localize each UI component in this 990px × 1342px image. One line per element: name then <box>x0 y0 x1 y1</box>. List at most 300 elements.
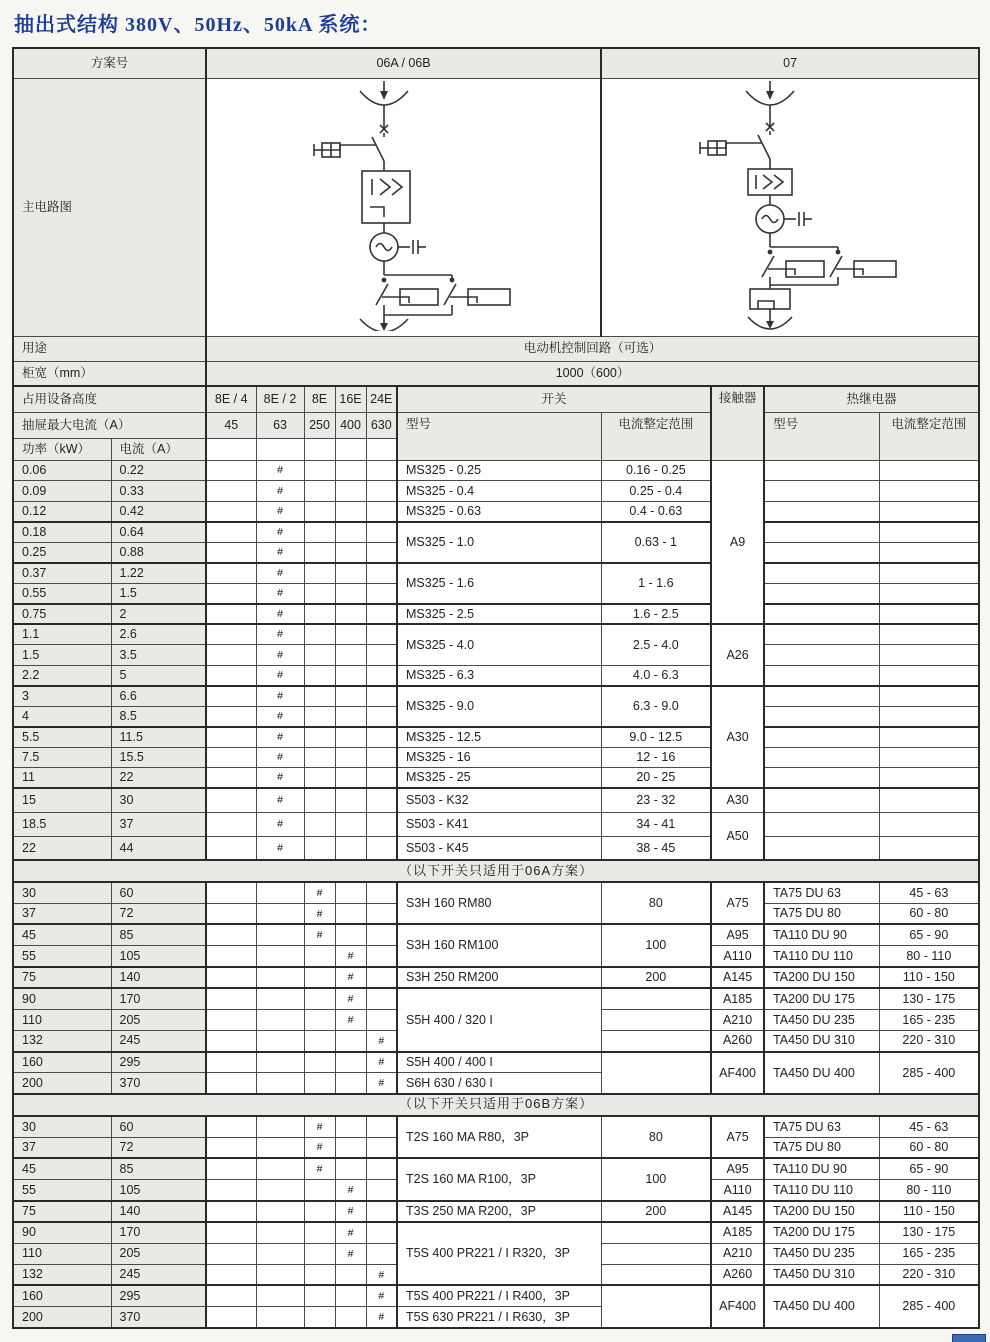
table-cell: 60 - 80 <box>879 1137 979 1158</box>
table-cell <box>304 604 335 625</box>
table-cell: 0.18 <box>13 522 111 543</box>
table-cell: T5S 630 PR221 / I R630，3P <box>397 1307 601 1328</box>
table-cell <box>335 1137 366 1158</box>
table-cell <box>366 624 397 645</box>
table-cell <box>335 438 366 460</box>
table-cell <box>206 665 256 686</box>
table-cell: 16E <box>335 386 366 412</box>
table-cell: 132 <box>13 1264 111 1285</box>
table-cell <box>304 1052 335 1073</box>
table-cell: # <box>256 645 304 666</box>
table-cell <box>256 903 304 924</box>
table-cell: TA450 DU 310 <box>764 1030 879 1051</box>
usage-label: 用途 <box>13 336 206 361</box>
table-cell <box>256 1201 304 1222</box>
table-cell: MS325 - 0.63 <box>397 501 601 522</box>
table-cell: # <box>256 706 304 727</box>
table-cell: 105 <box>111 1179 206 1200</box>
table-cell <box>335 1030 366 1051</box>
table-cell <box>335 460 366 481</box>
table-cell <box>335 1116 366 1137</box>
table-cell <box>601 1052 711 1094</box>
table-cell: 24E <box>366 386 397 412</box>
table-cell <box>304 481 335 502</box>
table-cell: 132 <box>13 1030 111 1051</box>
table-cell: # <box>256 747 304 768</box>
table-cell: 75 <box>13 1201 111 1222</box>
table-cell: A30 <box>711 686 764 789</box>
table-cell <box>206 542 256 563</box>
table-cell <box>366 686 397 707</box>
table-cell: 37 <box>13 903 111 924</box>
table-cell: 370 <box>111 1073 206 1094</box>
table-cell <box>304 727 335 748</box>
table-cell <box>256 1158 304 1179</box>
table-cell: # <box>256 788 304 812</box>
table-cell <box>879 501 979 522</box>
table-cell: 3 <box>13 686 111 707</box>
table-cell <box>256 1264 304 1285</box>
table-cell <box>304 946 335 967</box>
table-cell: 6.6 <box>111 686 206 707</box>
table-cell: 55 <box>13 946 111 967</box>
table-cell <box>366 665 397 686</box>
table-cell: 60 <box>111 1116 206 1137</box>
table-cell: TA450 DU 400 <box>764 1285 879 1327</box>
table-cell <box>206 1137 256 1158</box>
table-cell: 0.22 <box>111 460 206 481</box>
table-cell <box>256 882 304 903</box>
table-cell: 34 - 41 <box>601 812 711 836</box>
table-cell <box>366 1179 397 1200</box>
table-cell: S5H 400 / 320 I <box>397 988 601 1052</box>
table-cell <box>879 624 979 645</box>
table-cell: 250 <box>304 412 335 438</box>
table-cell: S503 - K32 <box>397 788 601 812</box>
table-cell <box>206 967 256 988</box>
table-cell <box>304 1009 335 1030</box>
table-cell <box>366 812 397 836</box>
table-cell <box>879 604 979 625</box>
table-cell: 6.3 - 9.0 <box>601 686 711 727</box>
table-cell <box>366 645 397 666</box>
table-cell: 295 <box>111 1052 206 1073</box>
table-cell <box>256 1243 304 1264</box>
table-cell <box>256 1222 304 1243</box>
table-cell: 105 <box>111 946 206 967</box>
table-cell <box>764 727 879 748</box>
table-cell: TA75 DU 80 <box>764 1137 879 1158</box>
table-cell <box>206 1073 256 1094</box>
table-cell <box>206 1052 256 1073</box>
table-cell: MS325 - 1.0 <box>397 522 601 563</box>
table-cell <box>206 1009 256 1030</box>
table-cell: TA200 DU 150 <box>764 967 879 988</box>
table-cell: # <box>256 812 304 836</box>
table-cell: 130 - 175 <box>879 1222 979 1243</box>
table-cell: 295 <box>111 1285 206 1306</box>
table-cell <box>335 542 366 563</box>
table-cell: 80 <box>601 882 711 924</box>
table-cell: 220 - 310 <box>879 1264 979 1285</box>
table-cell: MS325 - 0.25 <box>397 460 601 481</box>
scheme-07-header: 07 <box>601 48 979 78</box>
table-cell <box>256 967 304 988</box>
table-cell <box>304 1030 335 1051</box>
table-cell: 8E / 2 <box>256 386 304 412</box>
table-cell <box>304 747 335 768</box>
table-cell <box>335 1052 366 1073</box>
table-cell <box>879 665 979 686</box>
table-cell: # <box>256 686 304 707</box>
switch-header: 开关 <box>397 386 711 412</box>
table-cell: TA75 DU 63 <box>764 882 879 903</box>
table-cell <box>366 583 397 604</box>
table-cell <box>879 645 979 666</box>
table-cell <box>366 768 397 789</box>
table-cell <box>206 788 256 812</box>
table-cell <box>335 1285 366 1306</box>
table-cell <box>206 1201 256 1222</box>
table-cell <box>879 812 979 836</box>
table-cell: 1.5 <box>13 645 111 666</box>
table-cell <box>256 1137 304 1158</box>
table-cell: 245 <box>111 1264 206 1285</box>
table-cell <box>879 768 979 789</box>
table-cell: # <box>256 727 304 748</box>
table-cell <box>764 706 879 727</box>
main-circuit-label: 主电路图 <box>13 78 206 336</box>
contactor-header: 接触器 <box>711 386 764 460</box>
table-cell: 60 - 80 <box>879 903 979 924</box>
table-cell: # <box>335 988 366 1009</box>
table-cell: 0.63 - 1 <box>601 522 711 563</box>
table-cell <box>366 747 397 768</box>
table-cell <box>256 924 304 945</box>
table-cell <box>764 583 879 604</box>
table-cell: 0.06 <box>13 460 111 481</box>
table-cell: 140 <box>111 1201 206 1222</box>
table-cell: # <box>335 1222 366 1243</box>
table-cell: 37 <box>13 1137 111 1158</box>
table-cell <box>366 1243 397 1264</box>
table-cell: # <box>304 882 335 903</box>
table-cell: MS325 - 2.5 <box>397 604 601 625</box>
table-cell: AF400 <box>711 1285 764 1327</box>
table-cell <box>366 788 397 812</box>
table-cell <box>879 563 979 584</box>
table-cell: 205 <box>111 1009 206 1030</box>
table-cell: T2S 160 MA R80，3P <box>397 1116 601 1158</box>
table-cell <box>366 501 397 522</box>
table-cell <box>304 1285 335 1306</box>
table-cell: 200 <box>601 967 711 988</box>
table-cell: 110 - 150 <box>879 967 979 988</box>
table-cell: 1.5 <box>111 583 206 604</box>
diagram-cell-06 <box>206 78 601 336</box>
table-cell <box>879 706 979 727</box>
table-cell <box>366 438 397 460</box>
table-cell: MS325 - 6.3 <box>397 665 601 686</box>
table-cell <box>206 946 256 967</box>
table-cell: 90 <box>13 988 111 1009</box>
table-cell <box>206 1307 256 1328</box>
table-cell <box>764 624 879 645</box>
table-cell: 0.25 - 0.4 <box>601 481 711 502</box>
table-cell <box>335 604 366 625</box>
table-cell: 65 - 90 <box>879 924 979 945</box>
table-cell <box>256 438 304 460</box>
table-cell: TA110 DU 110 <box>764 946 879 967</box>
table-cell: 85 <box>111 924 206 945</box>
scheme-number-label: 方案号 <box>13 48 206 78</box>
table-cell: 2.6 <box>111 624 206 645</box>
switch-range-header: 电流整定范围 <box>601 412 711 460</box>
table-cell <box>335 665 366 686</box>
table-cell <box>366 522 397 543</box>
table-cell: A260 <box>711 1030 764 1051</box>
table-cell <box>335 645 366 666</box>
table-cell <box>206 1030 256 1051</box>
table-cell <box>256 1009 304 1030</box>
table-cell: 15.5 <box>111 747 206 768</box>
table-cell <box>206 768 256 789</box>
table-cell <box>366 1222 397 1243</box>
table-cell: TA450 DU 235 <box>764 1243 879 1264</box>
table-cell: 75 <box>13 967 111 988</box>
table-cell: 45 <box>206 412 256 438</box>
table-cell: 30 <box>13 882 111 903</box>
table-cell: 285 - 400 <box>879 1285 979 1327</box>
table-cell: # <box>256 522 304 543</box>
table-cell <box>304 522 335 543</box>
footer-page-marker <box>952 1334 986 1342</box>
table-cell <box>304 686 335 707</box>
table-cell: # <box>256 501 304 522</box>
table-cell: # <box>304 1158 335 1179</box>
table-cell: 3.5 <box>111 645 206 666</box>
table-cell: # <box>366 1052 397 1073</box>
table-cell: # <box>335 1179 366 1200</box>
table-cell: # <box>366 1285 397 1306</box>
table-cell <box>206 747 256 768</box>
table-cell: 0.33 <box>111 481 206 502</box>
table-cell: 165 - 235 <box>879 1009 979 1030</box>
table-cell <box>764 812 879 836</box>
table-cell: 80 <box>601 1116 711 1158</box>
table-cell: 160 <box>13 1285 111 1306</box>
table-cell: 80 - 110 <box>879 1179 979 1200</box>
table-cell: MS325 - 9.0 <box>397 686 601 727</box>
table-cell: 20 - 25 <box>601 768 711 789</box>
table-cell: 45 - 63 <box>879 1116 979 1137</box>
table-cell <box>764 542 879 563</box>
table-cell <box>304 583 335 604</box>
table-cell: # <box>256 563 304 584</box>
relay-range-header: 电流整定范围 <box>879 412 979 460</box>
table-cell: A26 <box>711 624 764 686</box>
table-cell: 11.5 <box>111 727 206 748</box>
table-cell: 72 <box>111 1137 206 1158</box>
table-cell: 140 <box>111 967 206 988</box>
table-cell <box>304 542 335 563</box>
table-cell: A185 <box>711 988 764 1009</box>
table-cell: # <box>256 460 304 481</box>
table-cell: 38 - 45 <box>601 836 711 860</box>
table-cell: 45 - 63 <box>879 882 979 903</box>
table-cell: 8.5 <box>111 706 206 727</box>
table-cell <box>206 563 256 584</box>
table-cell: 160 <box>13 1052 111 1073</box>
table-cell <box>879 583 979 604</box>
table-cell <box>256 1285 304 1306</box>
table-cell: 100 <box>601 1158 711 1200</box>
scheme-06a-06b-header: 06A / 06B <box>206 48 601 78</box>
table-cell <box>335 1307 366 1328</box>
table-cell: # <box>256 481 304 502</box>
table-cell: 170 <box>111 988 206 1009</box>
table-cell: S6H 630 / 630 I <box>397 1073 601 1094</box>
table-cell <box>206 924 256 945</box>
table-cell: A9 <box>711 460 764 624</box>
table-cell <box>879 788 979 812</box>
table-cell: 0.37 <box>13 563 111 584</box>
table-cell <box>601 1222 711 1243</box>
table-cell <box>601 1009 711 1030</box>
table-cell <box>366 988 397 1009</box>
table-cell <box>304 768 335 789</box>
table-cell: # <box>304 1137 335 1158</box>
table-cell: S503 - K45 <box>397 836 601 860</box>
table-cell: MS325 - 0.4 <box>397 481 601 502</box>
table-cell <box>206 481 256 502</box>
table-wrap <box>12 47 978 1329</box>
table-cell: A260 <box>711 1264 764 1285</box>
table-cell: 8E / 4 <box>206 386 256 412</box>
table-cell <box>366 1137 397 1158</box>
table-cell: # <box>366 1073 397 1094</box>
table-cell: S5H 400 / 400 I <box>397 1052 601 1073</box>
table-cell: S3H 160 RM80 <box>397 882 601 924</box>
table-cell: MS325 - 12.5 <box>397 727 601 748</box>
table-cell: 400 <box>335 412 366 438</box>
table-cell <box>879 460 979 481</box>
table-cell <box>764 768 879 789</box>
table-cell: TA450 DU 235 <box>764 1009 879 1030</box>
table-cell <box>366 1009 397 1030</box>
table-cell <box>206 1179 256 1200</box>
table-cell: A110 <box>711 1179 764 1200</box>
table-cell <box>366 563 397 584</box>
table-cell: S3H 250 RM200 <box>397 967 601 988</box>
table-cell <box>304 1243 335 1264</box>
table-cell: 0.42 <box>111 501 206 522</box>
table-cell: S503 - K41 <box>397 812 601 836</box>
table-cell <box>366 882 397 903</box>
table-cell: T5S 400 PR221 / I R400，3P <box>397 1285 601 1306</box>
table-cell <box>304 665 335 686</box>
table-cell: 285 - 400 <box>879 1052 979 1094</box>
table-cell: # <box>304 924 335 945</box>
table-cell <box>206 501 256 522</box>
table-cell <box>764 747 879 768</box>
table-cell: 220 - 310 <box>879 1030 979 1051</box>
table-cell <box>879 686 979 707</box>
table-cell: # <box>366 1030 397 1051</box>
table-cell: 2 <box>111 604 206 625</box>
table-cell: 18.5 <box>13 812 111 836</box>
table-cell: MS325 - 25 <box>397 768 601 789</box>
table-cell: A75 <box>711 1116 764 1158</box>
table-cell: 22 <box>13 836 111 860</box>
table-cell <box>764 604 879 625</box>
table-cell <box>304 501 335 522</box>
table-cell <box>366 706 397 727</box>
table-cell <box>206 1243 256 1264</box>
table-cell <box>335 501 366 522</box>
table-cell <box>335 1073 366 1094</box>
table-cell: 44 <box>111 836 206 860</box>
table-cell <box>304 645 335 666</box>
table-cell: 8E <box>304 386 335 412</box>
table-cell <box>366 1116 397 1137</box>
table-cell: # <box>335 1243 366 1264</box>
table-cell: # <box>256 604 304 625</box>
table-cell: 0.16 - 0.25 <box>601 460 711 481</box>
table-cell <box>366 1158 397 1179</box>
table-cell <box>366 542 397 563</box>
selection-table <box>12 47 980 1329</box>
table-cell <box>601 1030 711 1051</box>
table-cell: S3H 160 RM100 <box>397 924 601 966</box>
table-cell <box>764 563 879 584</box>
table-cell: A185 <box>711 1222 764 1243</box>
table-cell <box>335 1264 366 1285</box>
table-cell <box>366 924 397 945</box>
table-cell <box>764 788 879 812</box>
table-cell: A95 <box>711 924 764 945</box>
table-cell: 170 <box>111 1222 206 1243</box>
table-cell: 45 <box>13 924 111 945</box>
table-cell: A145 <box>711 967 764 988</box>
table-cell <box>256 1307 304 1328</box>
table-cell <box>764 501 879 522</box>
table-cell <box>206 882 256 903</box>
table-cell <box>206 438 256 460</box>
cabinet-width-value: 1000（600） <box>206 361 979 386</box>
table-cell <box>366 727 397 748</box>
table-cell <box>206 706 256 727</box>
table-cell: TA200 DU 175 <box>764 988 879 1009</box>
table-cell: 165 - 235 <box>879 1243 979 1264</box>
table-cell: 0.25 <box>13 542 111 563</box>
table-cell <box>304 836 335 860</box>
table-cell: 23 - 32 <box>601 788 711 812</box>
table-cell: # <box>366 1307 397 1328</box>
table-cell: 110 <box>13 1243 111 1264</box>
table-cell: 1.22 <box>111 563 206 584</box>
table-cell <box>206 522 256 543</box>
table-cell: 200 <box>13 1073 111 1094</box>
table-cell: A210 <box>711 1243 764 1264</box>
table-cell: A75 <box>711 882 764 924</box>
table-cell <box>601 1285 711 1327</box>
table-cell <box>206 1285 256 1306</box>
table-cell: 0.75 <box>13 604 111 625</box>
table-cell: 200 <box>601 1201 711 1222</box>
relay-model-header: 型号 <box>764 412 879 460</box>
table-cell <box>335 563 366 584</box>
